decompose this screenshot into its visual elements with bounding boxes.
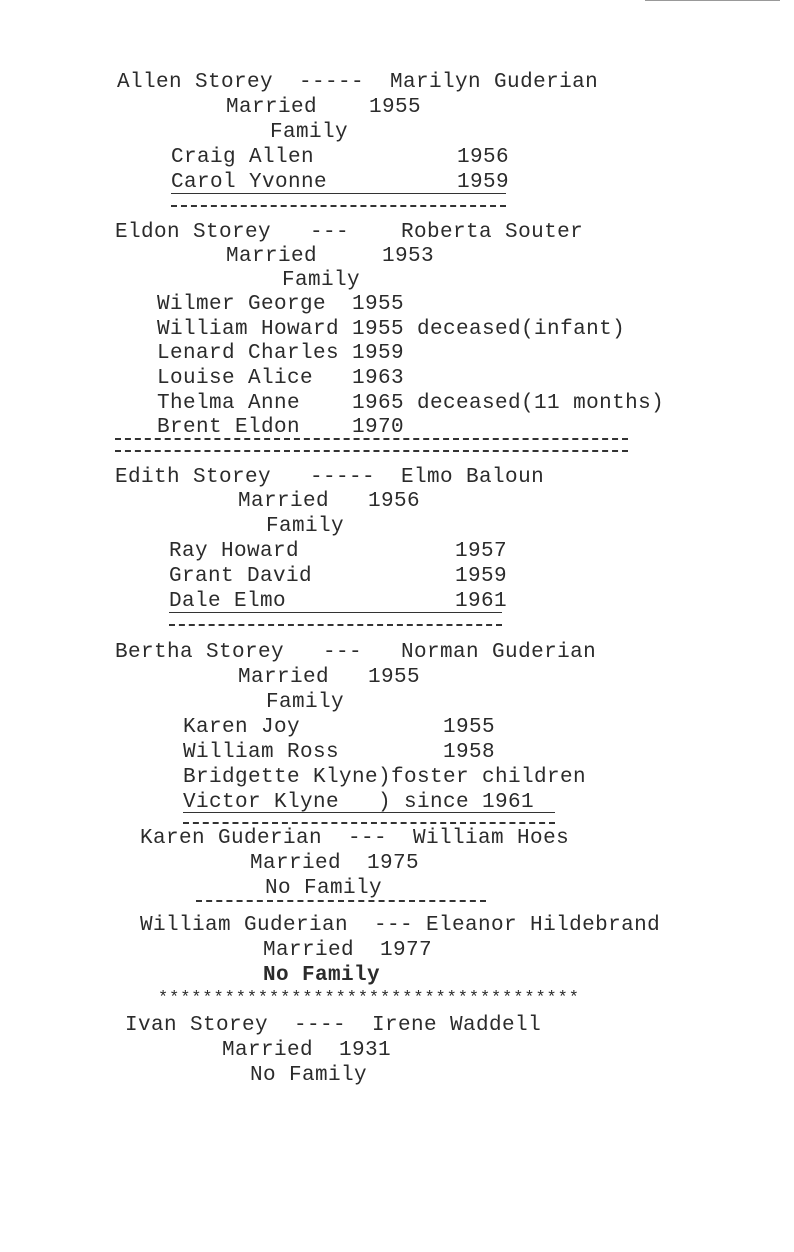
child-entry: Bridgette Klyne)foster children: [183, 766, 587, 789]
family-header: William Guderian --- Eleanor Hildebrand: [140, 914, 661, 937]
child-entry: Louise Alice 1963: [157, 367, 405, 390]
child-entry: Victor Klyne ) since 1961: [183, 791, 535, 814]
underline: [183, 812, 555, 813]
star-separator: **************************************: [158, 989, 580, 1008]
family-header: Allen Storey ----- Marilyn Guderian: [117, 71, 599, 94]
married-line: Married 1955: [238, 666, 421, 689]
family-header: Ivan Storey ---- Irene Waddell: [125, 1014, 542, 1037]
family-header: Edith Storey ----- Elmo Baloun: [115, 466, 545, 489]
child-entry: Wilmer George 1955: [157, 293, 405, 316]
married-line: Married 1953: [226, 245, 435, 268]
child-entry: Brent Eldon 1970: [157, 416, 405, 439]
child-entry: Thelma Anne 1965 deceased(11 months): [157, 392, 665, 415]
dashed-separator: [196, 900, 486, 902]
family-header: Bertha Storey --- Norman Guderian: [115, 641, 597, 664]
dashed-separator: [115, 450, 628, 452]
family-label: No Family: [263, 964, 381, 987]
family-label: Family: [270, 121, 349, 144]
child-entry: Dale Elmo 1961: [169, 590, 508, 613]
family-label: Family: [282, 269, 361, 292]
family-label: Family: [266, 691, 345, 714]
child-entry: Craig Allen 1956: [171, 146, 510, 169]
family-header: Karen Guderian --- William Hoes: [140, 827, 570, 850]
underline: [171, 193, 506, 194]
child-entry: William Ross 1958: [183, 741, 496, 764]
family-label: No Family: [265, 877, 383, 900]
child-entry: Lenard Charles 1959: [157, 342, 405, 365]
child-entry: Karen Joy 1955: [183, 716, 496, 739]
family-label: No Family: [250, 1064, 368, 1087]
married-line: Married 1977: [263, 939, 433, 962]
child-entry: William Howard 1955 deceased(infant): [157, 318, 626, 341]
married-line: Married 1956: [238, 490, 421, 513]
child-entry: Carol Yvonne 1959: [171, 171, 510, 194]
dashed-separator: [169, 624, 502, 626]
married-line: Married 1955: [226, 96, 422, 119]
child-entry: Ray Howard 1957: [169, 540, 508, 563]
married-line: Married 1975: [250, 852, 420, 875]
married-line: Married 1931: [222, 1039, 392, 1062]
family-label: Family: [266, 515, 345, 538]
dashed-separator: [171, 205, 506, 207]
dashed-separator: [183, 822, 555, 824]
child-entry: Grant David 1959: [169, 565, 508, 588]
underline: [169, 612, 502, 613]
family-header: Eldon Storey --- Roberta Souter: [115, 221, 584, 244]
top-edge-line: [645, 0, 780, 1]
dashed-separator: [115, 438, 628, 440]
